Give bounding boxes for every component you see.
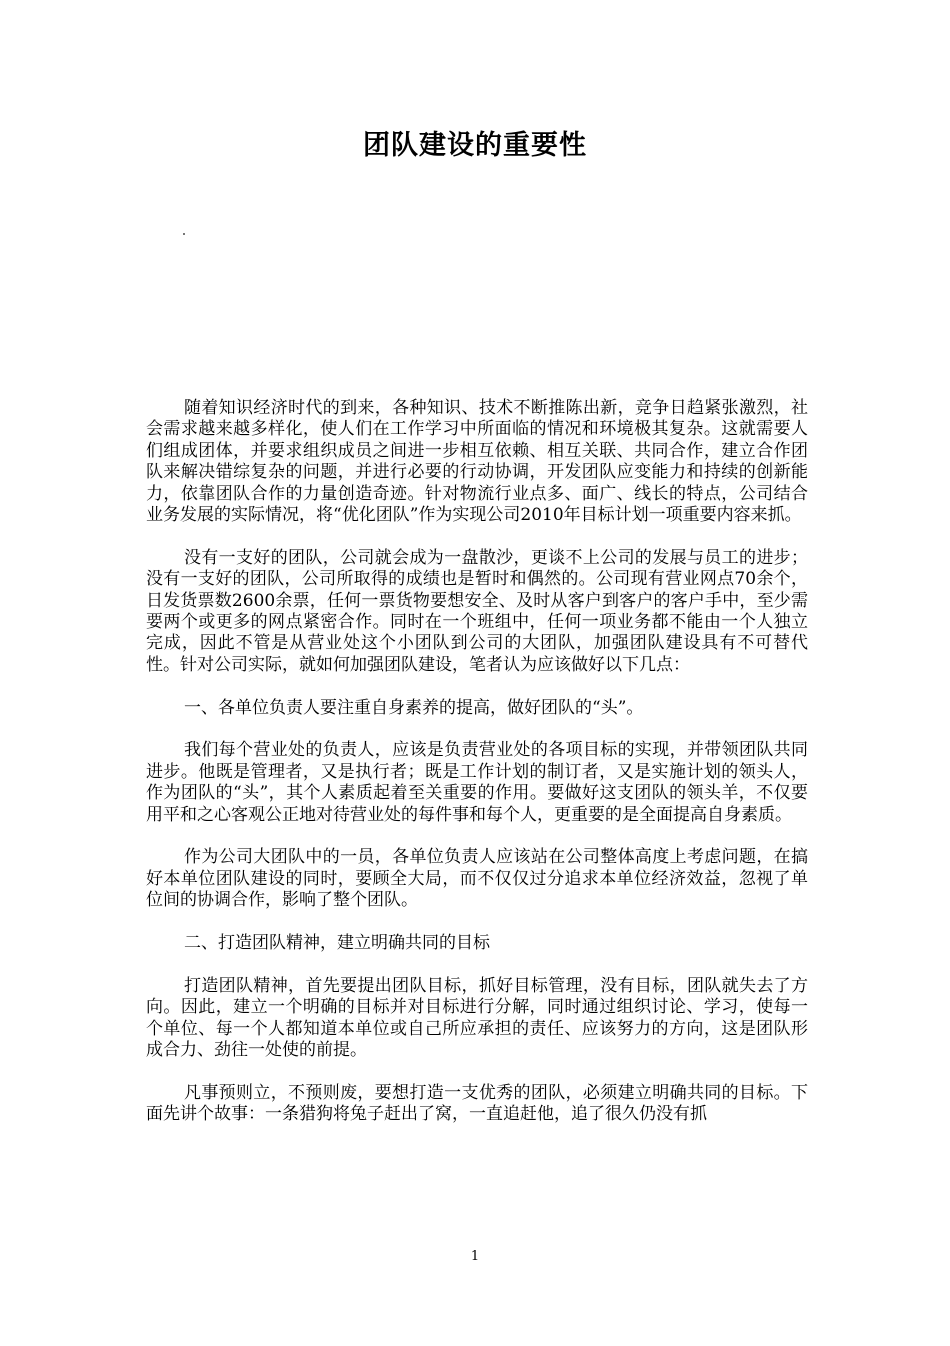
document-body [146, 398, 808, 1210]
page-number: 1 [470, 1249, 480, 1264]
document-title: 团队建设的重要性 [363, 130, 587, 161]
body-paragraph: 打造团队精神，首先要提出团队目标，抓好目标管理，没有目标，团队就失去了方向。因此，建立一个明确的目标并对目标进行分解，同时通过组织讨论、学习，使每一个单位、每一个人都知道本单位或自己所应承担的责任、应该努力的方向，这是团队形成合力、劲往一处使的前提。 [146, 975, 808, 1061]
section-heading: 二、打造团队精神，建立明确共同的目标 [184, 933, 490, 954]
body-paragraph: 我们每个营业处的负责人，应该是负责营业处的各项目标的实现，并带领团队共同进步。他既是管理者，又是执行者；既是工作计划的制订者，又是实施计划的领头人，作为团队的“头”，其个人素质起着至关重要的作用。要做好这支团队的领头羊，不仅要用平和之心客观公正地对待营业处的每件事和每个人，更重要的是全面提高自身素质。 [146, 740, 808, 825]
decorative-dot [183, 233, 185, 235]
body-paragraph: 没有一支好的团队，公司就会成为一盘散沙，更谈不上公司的发展与员工的进步；没有一支好的团队，公司所取得的成绩也是暂时和偶然的。公司现有营业网点70余个，日发货票数2600余票，任何一票货物要想安全、及时从客户到客户的客户手中，至少需要两个或更多的网点紧密合作。同时在一个班组中，任何一项业务都不能由一个人独立完成，因此不管是从营业处这个小团队到公司的大团队，加强团队建设具有不可替代性。针对公司实际，就如何加强团队建设，笔者认为应该做好以下几点： [146, 547, 808, 675]
body-paragraph: 随着知识经济时代的到来，各种知识、技术不断推陈出新，竞争日趋紧张激烈，社会需求越来越多样化，使人们在工作学习中所面临的情况和环境极其复杂。这就需要人们组成团体，并要求组织成员之间进一步相互依赖、相互关联、共同合作，建立合作团队来解决错综复杂的问题，并进行必要的行动协调，开发团队应变能力和持续的创新能力，依靠团队合作的力量创造奇迹。针对物流行业点多、面广、线长的特点，公司结合业务发展的实际情况，将“优化团队”作为实现公司2010年目标计划一项重要内容来抓。 [146, 398, 808, 526]
body-paragraph: 凡事预则立，不预则废，要想打造一支优秀的团队，必须建立明确共同的目标。下面先讲个故事：一条猎狗将兔子赶出了窝，一直追赶他，追了很久仍没有抓 [146, 1082, 808, 1125]
section-heading: 一、各单位负责人要注重自身素养的提高，做好团队的“头”。 [184, 697, 644, 718]
body-paragraph: 作为公司大团队中的一员，各单位负责人应该站在公司整体高度上考虑问题，在搞好本单位团队建设的同时，要顾全大局，而不仅仅过分追求本单位经济效益，忽视了单位间的协调合作，影响了整个团队。 [146, 847, 808, 911]
